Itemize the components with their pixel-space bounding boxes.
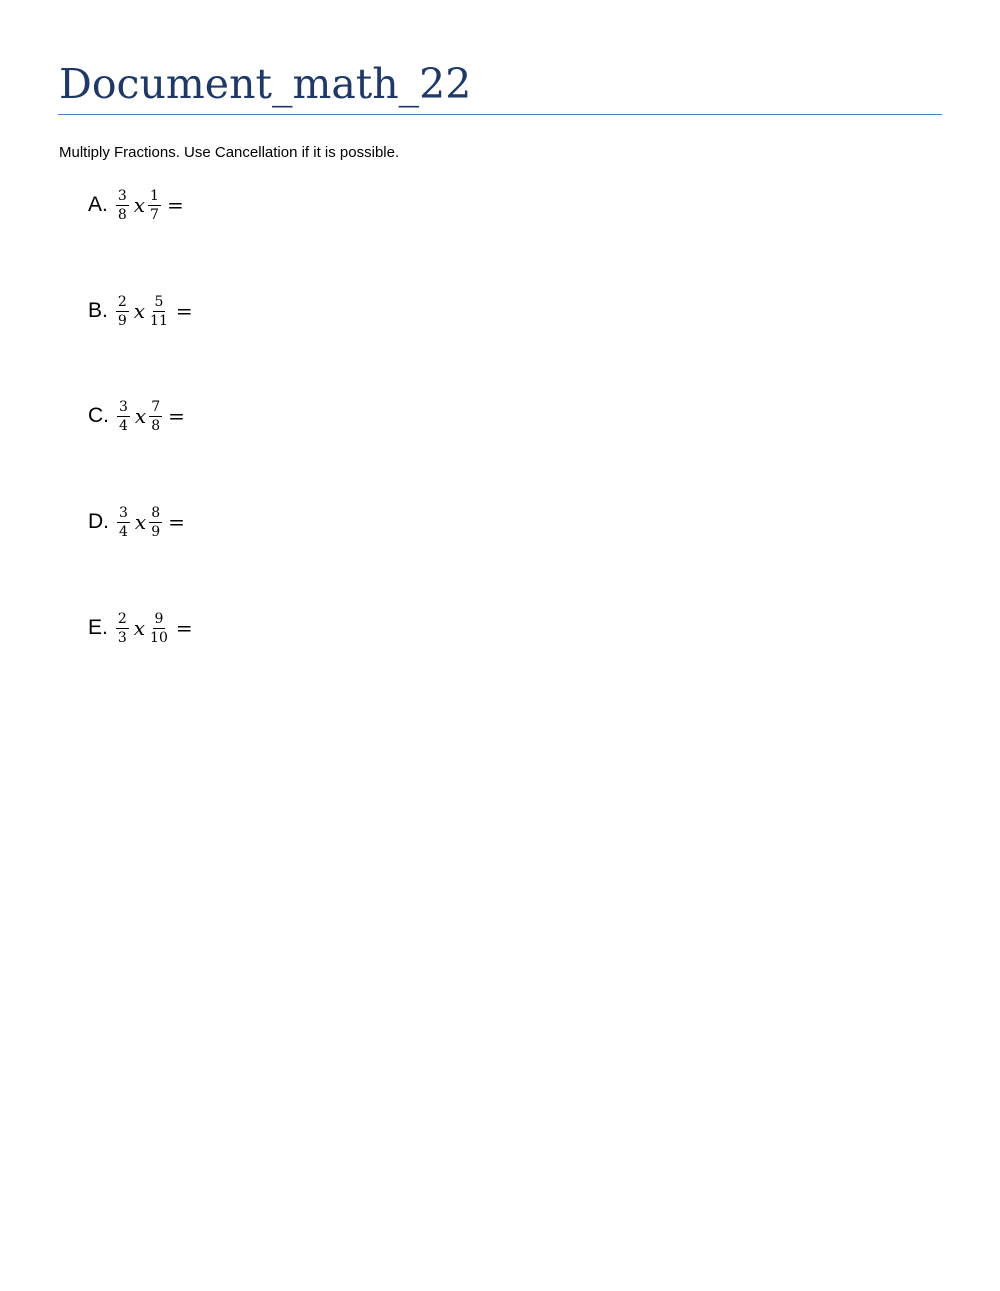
denominator: 9 xyxy=(117,312,127,329)
equals-sign: = xyxy=(166,193,184,217)
fraction-second xyxy=(149,505,162,540)
multiply-operator: x xyxy=(133,193,146,217)
equals-sign: = xyxy=(168,510,185,534)
numerator: 3 xyxy=(117,187,127,204)
denominator: 3 xyxy=(117,629,127,646)
fraction-second xyxy=(148,611,170,646)
problem-label: E. xyxy=(88,616,108,639)
numerator: 2 xyxy=(117,610,127,627)
denominator: 9 xyxy=(151,523,161,540)
denominator: 4 xyxy=(119,417,128,434)
problem-e xyxy=(88,603,193,653)
fraction-first xyxy=(116,611,129,646)
problem-b xyxy=(88,286,193,336)
problem-c xyxy=(88,391,185,441)
instructions-text: Multiply Fractions. Use Cancellation if it is possible. xyxy=(59,144,400,161)
numerator: 7 xyxy=(151,398,161,415)
denominator: 4 xyxy=(119,523,128,540)
equals-sign: = xyxy=(168,404,185,428)
numerator: 3 xyxy=(119,504,128,521)
problem-label: C. xyxy=(88,404,109,427)
fraction-second xyxy=(148,294,170,329)
numerator: 2 xyxy=(117,293,127,310)
numerator: 3 xyxy=(119,398,128,415)
fraction-second xyxy=(149,399,162,434)
fraction-first xyxy=(116,294,129,329)
equals-sign: = xyxy=(175,299,193,323)
problem-d xyxy=(88,497,185,547)
problem-label: A. xyxy=(88,193,108,216)
numerator: 8 xyxy=(151,504,161,521)
fraction-first xyxy=(116,188,129,223)
denominator: 11 xyxy=(150,312,168,329)
fraction-first xyxy=(117,505,130,540)
multiply-operator: x xyxy=(133,299,146,323)
problem-label: B. xyxy=(88,299,108,322)
denominator: 8 xyxy=(117,206,127,223)
multiply-operator: x xyxy=(133,616,146,640)
title-divider xyxy=(58,114,942,115)
equals-sign: = xyxy=(175,616,193,640)
page-title: Document_math_22 xyxy=(59,60,472,108)
fraction-first xyxy=(117,399,130,434)
denominator: 10 xyxy=(150,629,168,646)
denominator: 7 xyxy=(150,206,159,223)
problem-label: D. xyxy=(88,510,109,533)
numerator: 1 xyxy=(150,187,159,204)
problem-a xyxy=(88,180,184,230)
denominator: 8 xyxy=(151,417,161,434)
multiply-operator: x xyxy=(134,510,147,534)
multiply-operator: x xyxy=(134,404,147,428)
fraction-second xyxy=(148,188,161,223)
numerator: 9 xyxy=(154,610,164,627)
numerator: 5 xyxy=(154,293,164,310)
